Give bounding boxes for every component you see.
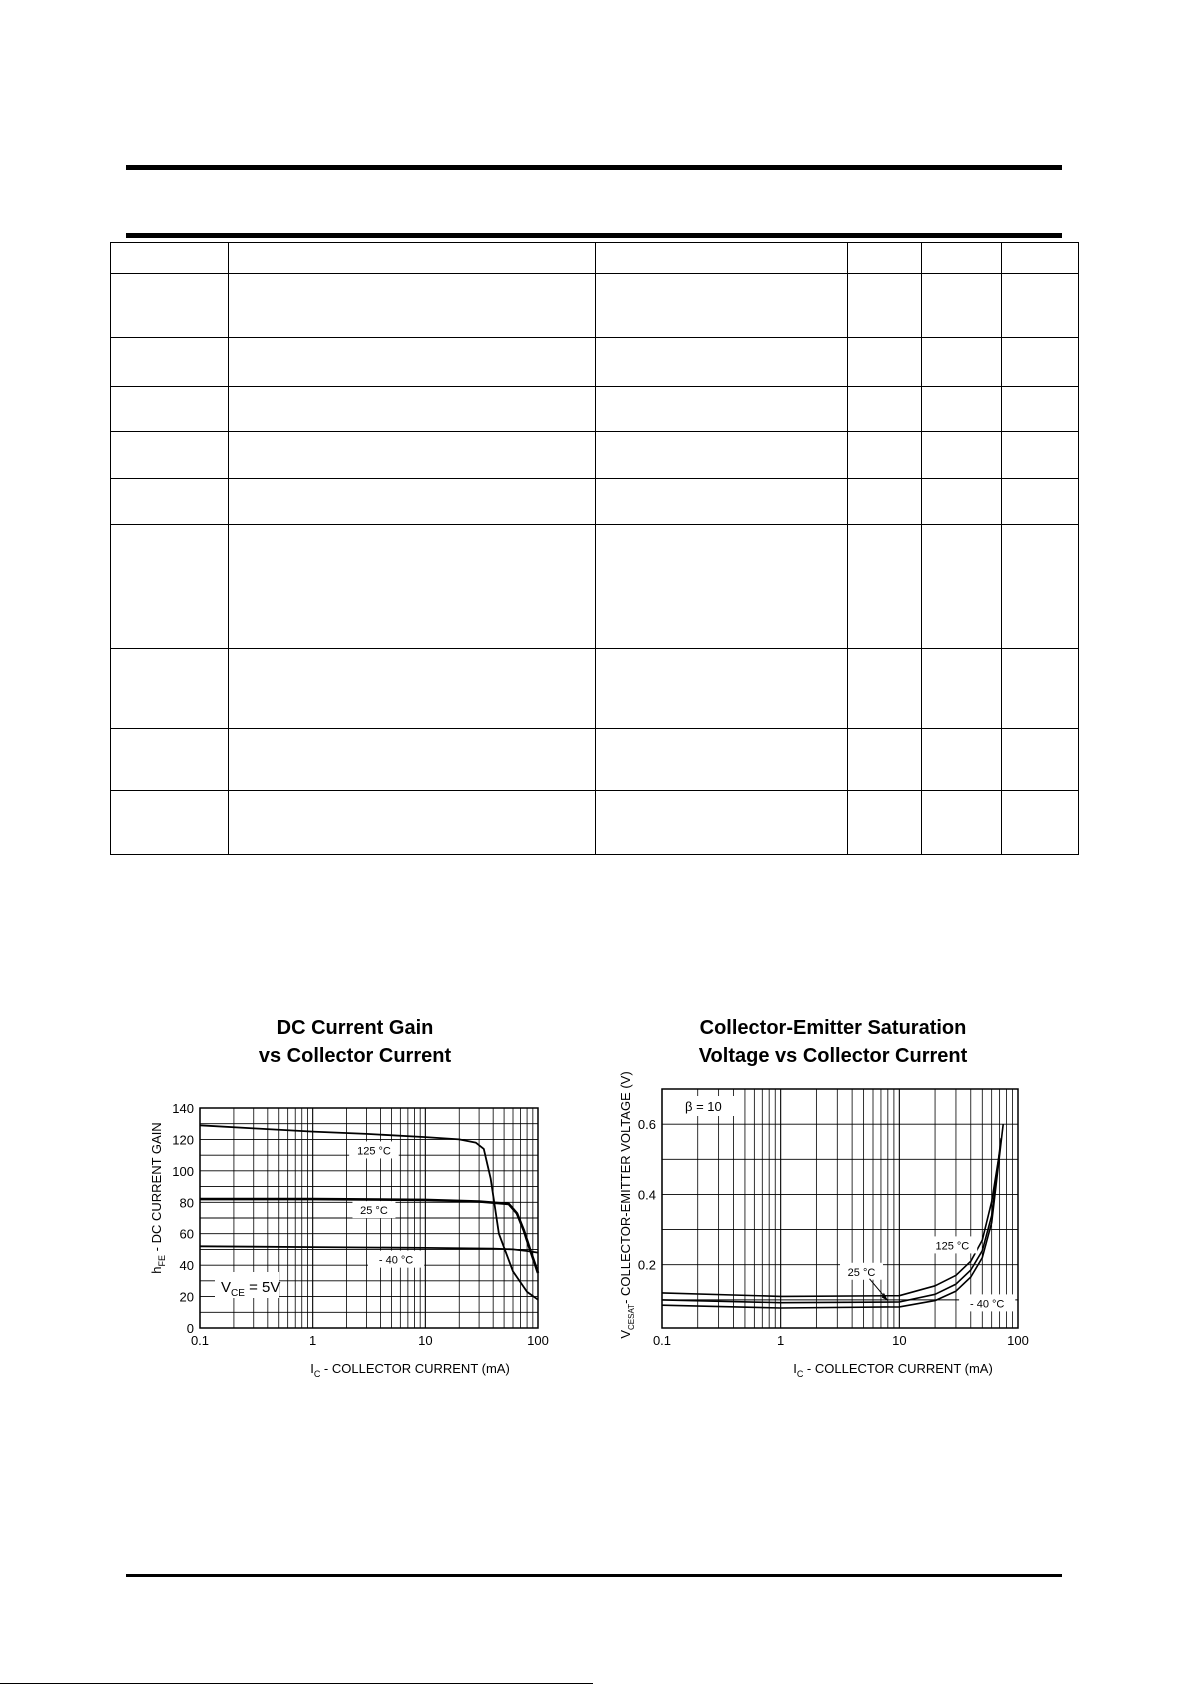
x-axis-subscript: C: [796, 1369, 804, 1379]
chart-title: DC Current Gain: [276, 1017, 434, 1039]
y-axis-subscript: FE: [157, 1254, 167, 1267]
x-tick-label: 1: [777, 1333, 785, 1348]
vce-subscript: CE: [231, 1288, 245, 1299]
header-rule-bottom: [126, 233, 1062, 238]
y-tick-label: 140: [172, 1101, 194, 1116]
x-axis-text: - COLLECTOR CURRENT (mA): [320, 1361, 510, 1376]
series-lines: [662, 1124, 1005, 1311]
y-tick-label: 120: [172, 1132, 194, 1148]
beta-annotation-text: β = 10: [685, 1099, 722, 1114]
x-tick-label: 100: [1007, 1333, 1029, 1348]
footer-thin-rule: [0, 1683, 593, 1684]
plot-frame: [662, 1089, 1018, 1328]
series-label: - 40 °C: [970, 1298, 1005, 1311]
series-label: 25 °C: [847, 1266, 876, 1279]
header-rule-top: [126, 165, 1062, 170]
vce-annotation: [215, 1272, 280, 1299]
table-row: [111, 338, 1079, 387]
footer-rule: [126, 1574, 1062, 1577]
y-axis-symbol: V: [618, 1329, 633, 1339]
table-row: [111, 432, 1079, 479]
chart-subtitle: Voltage vs Collector Current: [698, 1045, 968, 1067]
y-tick-label: 0: [186, 1321, 194, 1336]
series-line: [662, 1152, 1000, 1296]
x-axis-symbol: I: [793, 1361, 797, 1376]
y-tick-label: 80: [179, 1195, 194, 1211]
x-axis-label: [310, 1361, 510, 1379]
y-axis-text: - COLLECTOR-EMITTER VOLTAGE (V): [618, 1071, 633, 1304]
x-axis-symbol: I: [310, 1361, 314, 1376]
y-tick-label: 100: [172, 1163, 194, 1179]
y-tick-label: 0.4: [637, 1187, 656, 1203]
beta-annotation: [680, 1096, 734, 1116]
y-tick-label: 40: [179, 1258, 194, 1274]
series-label: 25 °C: [360, 1205, 388, 1218]
x-axis-label: [793, 1361, 993, 1379]
vce-symbol: V: [221, 1279, 232, 1296]
x-tick-label: 100: [527, 1333, 549, 1348]
y-tick-label: 0.2: [637, 1257, 656, 1273]
y-tick-label: 20: [179, 1289, 194, 1305]
vce-value: = 5V: [244, 1279, 281, 1296]
tick-labels: [638, 1117, 1029, 1348]
y-axis-text: - DC CURRENT GAIN: [149, 1122, 164, 1255]
x-axis-subscript: C: [313, 1369, 321, 1379]
spec-table: [110, 242, 1079, 855]
x-tick-label: 10: [892, 1333, 907, 1348]
series-label: - 40 °C: [378, 1254, 414, 1267]
x-tick-label: 1: [309, 1333, 317, 1348]
vcesat-chart: [610, 1010, 1060, 1380]
y-tick-label: 60: [179, 1226, 194, 1242]
x-tick-label: 0.1: [652, 1333, 672, 1348]
series-label: 125 °C: [935, 1240, 970, 1253]
x-tick-label: 10: [418, 1333, 433, 1348]
y-axis-label: [618, 1071, 636, 1338]
y-axis-label: [149, 1122, 167, 1273]
chart-title: Collector-Emitter Saturation: [699, 1017, 967, 1039]
table-row: [111, 479, 1079, 525]
table-row: [111, 525, 1079, 649]
x-axis-text: - COLLECTOR CURRENT (mA): [803, 1361, 993, 1376]
y-tick-label: 0.6: [637, 1117, 656, 1133]
y-axis-symbol: h: [149, 1266, 164, 1274]
table-row: [111, 387, 1079, 432]
table-row: [111, 649, 1079, 729]
tick-labels: [172, 1101, 549, 1348]
chart-subtitle: vs Collector Current: [258, 1045, 452, 1067]
y-axis-subscript: CESAT: [627, 1303, 636, 1330]
vcesat-svg: [610, 1010, 1060, 1380]
grid: [662, 1089, 1018, 1328]
table-row: [111, 274, 1079, 338]
series-line: [662, 1124, 1005, 1311]
series-label: 125 °C: [357, 1145, 391, 1158]
x-tick-label: 0.1: [190, 1333, 210, 1348]
table-row: [111, 791, 1079, 855]
dc-current-gain-chart: [135, 1010, 565, 1380]
dc-current-gain-svg: [135, 1010, 565, 1380]
table-row: [111, 243, 1079, 274]
table-row: [111, 729, 1079, 791]
